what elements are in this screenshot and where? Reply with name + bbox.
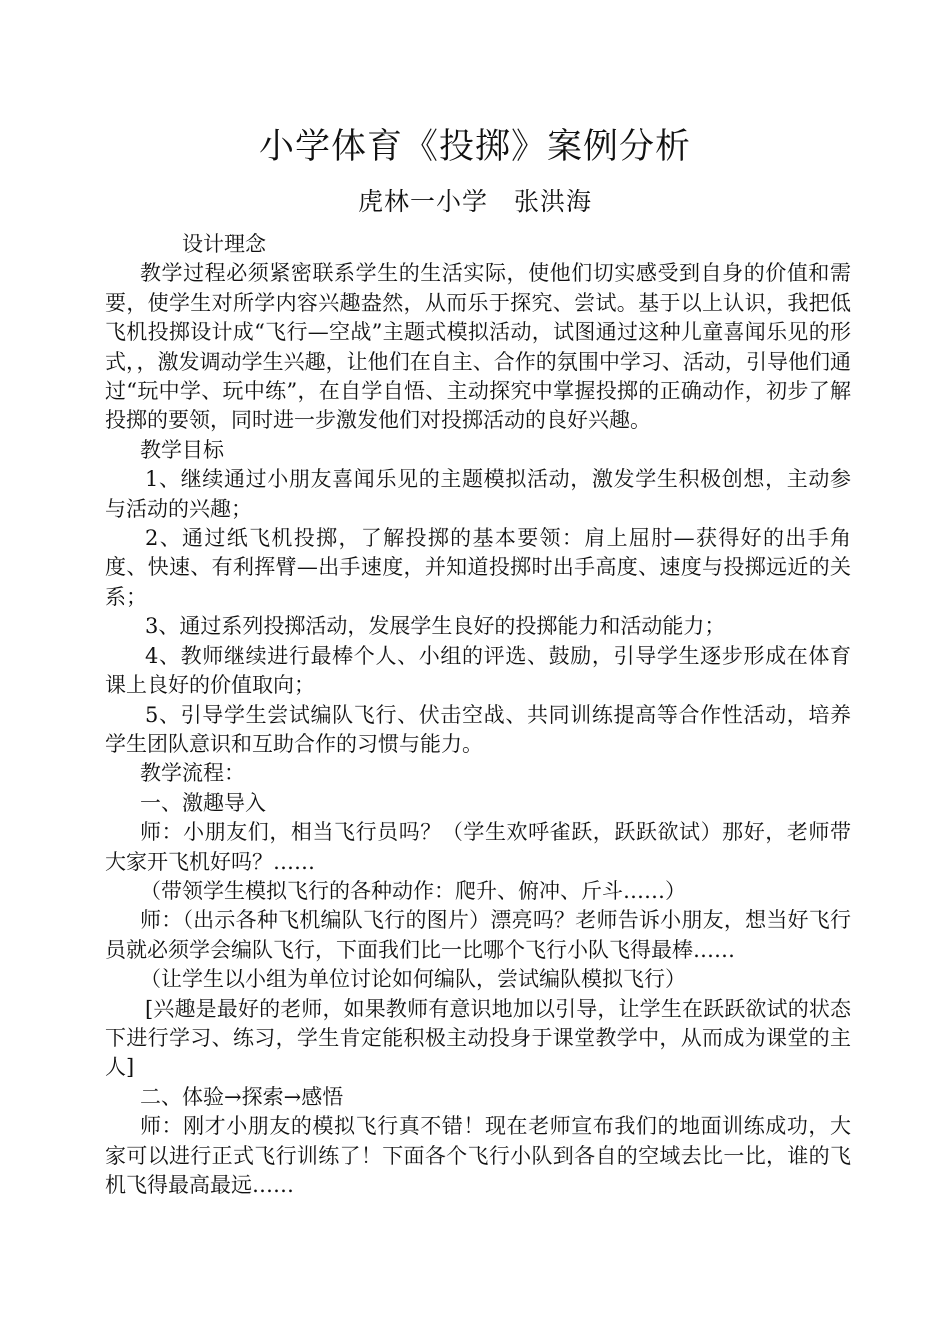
body-paragraph: 2、通过纸飞机投掷，了解投掷的基本要领：肩上屈肘—获得好的出手角度、快速、有利挥臂—出手速度，并知道投掷时出手高度、速度与投掷远近的关系；: [105, 526, 851, 609]
document-body: [105, 230, 851, 1200]
body-paragraph: 4、教师继续进行最棒个人、小组的评选、鼓励，引导学生逐步形成在体育课上良好的价值取向；: [105, 643, 851, 698]
body-paragraph: （让学生以小组为单位讨论如何编队，尝试编队模拟飞行）: [140, 967, 686, 992]
body-paragraph: （带领学生模拟飞行的各种动作：爬升、俯冲、斤斗……）: [140, 878, 686, 903]
body-paragraph: 师：（出示各种飞机编队飞行的图片）漂亮吗？老师告诉小朋友，想当好飞行员就必须学会编队飞行，下面我们比一比哪个飞行小队飞得最棒……: [105, 908, 851, 962]
body-paragraph: 师：小朋友们，相当飞行员吗？（学生欢呼雀跃，跃跃欲试）那好，老师带大家开飞机好吗？……: [105, 820, 851, 874]
body-paragraph: [兴趣是最好的老师，如果教师有意识地加以引导，让学生在跃跃欲试的状态下进行学习、练习，学生肯定能积极主动投身于课堂教学中，从而成为课堂的主人]: [105, 996, 851, 1080]
body-paragraph: 3、通过系列投掷活动，发展学生良好的投掷能力和活动能力；: [145, 614, 726, 639]
body-paragraph: 教学流程：: [140, 761, 245, 786]
body-paragraph: 5、引导学生尝试编队飞行、伏击空战、共同训练提高等合作性活动，培养学生团队意识和互助合作的习惯与能力。: [105, 702, 851, 756]
page-title: 小学体育《投掷》案例分析: [258, 127, 691, 167]
body-paragraph: 1、继续通过小朋友喜闻乐见的主题模拟活动，激发学生积极创想，主动参与活动的兴趣；: [105, 467, 851, 521]
author-line: 虎林一小学 张洪海: [357, 187, 592, 216]
body-paragraph: 设计理念: [182, 232, 266, 256]
body-paragraph: 二、体验→探索→感悟: [140, 1084, 344, 1109]
body-paragraph: 一、激趣导入: [140, 790, 266, 815]
body-paragraph: 师：刚才小朋友的模拟飞行真不错！现在老师宣布我们的地面训练成功，大家可以进行正式飞行训练了！下面各个飞行小队到各自的空域去比一比，谁的飞机飞得最高最远……: [105, 1114, 851, 1197]
body-paragraph: 教学目标: [140, 437, 224, 462]
body-paragraph: 教学过程必须紧密联系学生的生活实际，使他们切实感受到自身的价值和需要，使学生对所学内容兴趣盎然，从而乐于探究、尝试。基于以上认识，我把低飞机投掷设计成“飞行—空战”主题式模拟活动，试图通过这种儿童喜闻乐见的形式，，激发调动学生兴趣，让他们在自主、合作的氛围中学习、活动，引导他们通过“玩中学、玩中练”，在自学自悟、主动探究中掌握投掷的正确动作，初步了解投掷的要领，同时进一步激发他们对投掷活动的良好兴趣。: [105, 261, 851, 433]
